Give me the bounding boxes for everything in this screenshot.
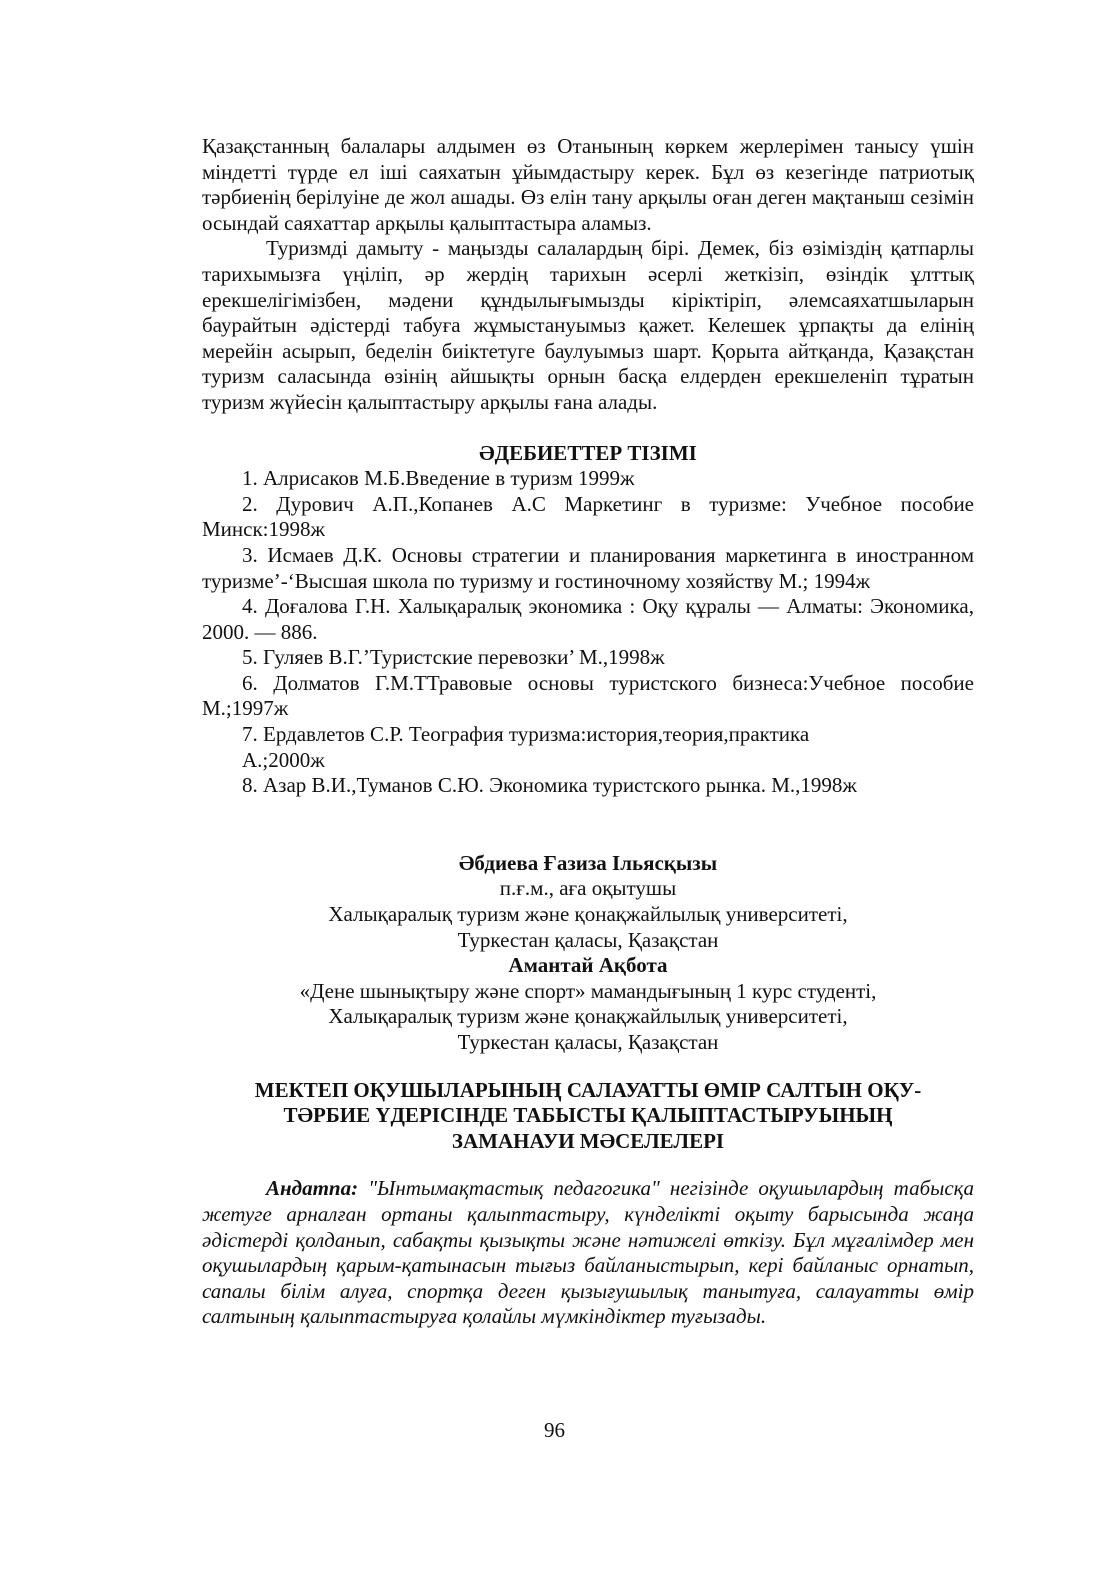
reference-item: 7. Ердавлетов С.Р. Теография туризма:история,теория,практика [242,722,810,747]
reference-item: 4. Доғалова Г.Н. Халықаралық экономика : Оқу құралы — Алматы: Экономика, 2000. — 886. [202,594,974,644]
article-title [202,1078,974,1155]
reference-item: 1. Алрисаков М.Б.Введение в туризм 1999ж [242,466,635,491]
page-number: 96 [544,1418,565,1442]
author-role: «Дене шынықтыру және спорт» мамандығының 1 курс студенті, [299,978,877,1003]
author-city: Туркестан қаласы, Қазақстан [457,927,719,952]
article-title-line: МЕКТЕП ОҚУШЫЛАРЫНЫҢ САЛАУАТТЫ ӨМІР САЛТЫН ОҚУ- [254,1077,922,1102]
page-content [202,134,974,1330]
reference-item: А.;2000ж [242,747,325,772]
author-university: Халықаралық туризм және қонақжайлылық университеті, [328,902,848,927]
authors-block [202,851,974,1056]
author-name: Амантай Ақбота [508,953,668,978]
reference-item: 8. Азар В.И.,Туманов С.Ю. Экономика туристского рынка. М.,1998ж [242,773,857,798]
article-title-line: ТӘРБИЕ ҮДЕРІСІНДЕ ТАБЫСТЫ ҚАЛЫПТАСТЫРУЫНЫҢ [283,1103,893,1128]
intro-paragraph: Қазақстанның балалары алдымен өз Отанының көркем жерлерімен танысу үшін міндетті түрде ел іші саяхатын ұйымдастыру керек. Бұл өз кезегінде патриотық тәрбиенің берілуіне де жол ашады. Өз елін тану арқылы оған деген мақтаныш сезімін осындай саяхаттар арқылы қалыптастыра аламыз. [202,134,974,235]
abstract-label: Андатпа: [266,1176,359,1201]
author-degree: п.ғ.м., аға оқытушы [499,876,677,901]
reference-item: 2. Дурович А.П.,Копанев А.С Маркетинг в туризме: Учебное пособие Минск:1998ж [202,491,974,542]
article-title-line: ЗАМАНАУИ МӘСЕЛЕЛЕРІ [451,1128,725,1153]
reference-item: 6. Долматов Г.М.ТТравовые основы туристского бизнеса:Учебное пособие М.;1997ж [202,670,974,721]
references-list [202,466,974,799]
author-city: Туркестан қаласы, Қазақстан [457,1030,719,1054]
abstract-text: "Ынтымақтастық педагогика" негізінде оқушылардың табысқа жетуге арналған ортаны қалыптастыру, күнделікті оқыту барысында жаңа әдістерді қолданып, сабақты қызықты және нәтижелі өткізу. Бұл мұғалімдер мен оқушылардың қарым-қатынасын тығыз байланыстырып, кері байланыс орнатып, сапалы білім алуға, спортқа деген қызығушылық танытуға, салауатты өмір салтының қалыптастыруға қолайлы мүмкіндіктер туғызады. [202,1176,974,1329]
author-name: Әбдиева Ғазиза Ільясқызы [458,850,718,875]
reference-item: 5. Гуляев В.Г.’Туристские перевозки’ М.,1998ж [242,645,665,670]
references-title: ӘДЕБИЕТТЕР ТІЗІМІ [479,440,697,465]
author-university: Халықаралық туризм және қонақжайлылық университеті, [328,1004,848,1029]
tourism-paragraph: Туризмді дамыту - маңызды салалардың бірі. Демек, біз өзіміздің қатпарлы тарихымызға үңіліп, әр жердің тарихын әсерлі жеткізіп, өзіндік ұлттық ерекшелігімізбен, мәдени құндылығымызды кіріктіріп, әлемсаяхатшыларын баурайтын әдістерді табуға жұмыстануымыз қажет. Келешек ұрпақты да елінің мерейін асырып, беделін биіктетуге баулуымыз шарт. Қорыта айтқанда, Қазақстан туризм саласында өзінің айшықты орнын басқа елдерден ерекшеленіп тұратын туризм жүйесін қалыптастыру арқылы ғана алады. [202,236,974,414]
abstract [202,1176,974,1330]
reference-item: 3. Исмаев Д.К. Основы стратегии и планирования маркетинга в иностранном туризме’-‘Высшая школа по туризму и гостиночному хозяйству М.; 1994ж [202,542,974,593]
